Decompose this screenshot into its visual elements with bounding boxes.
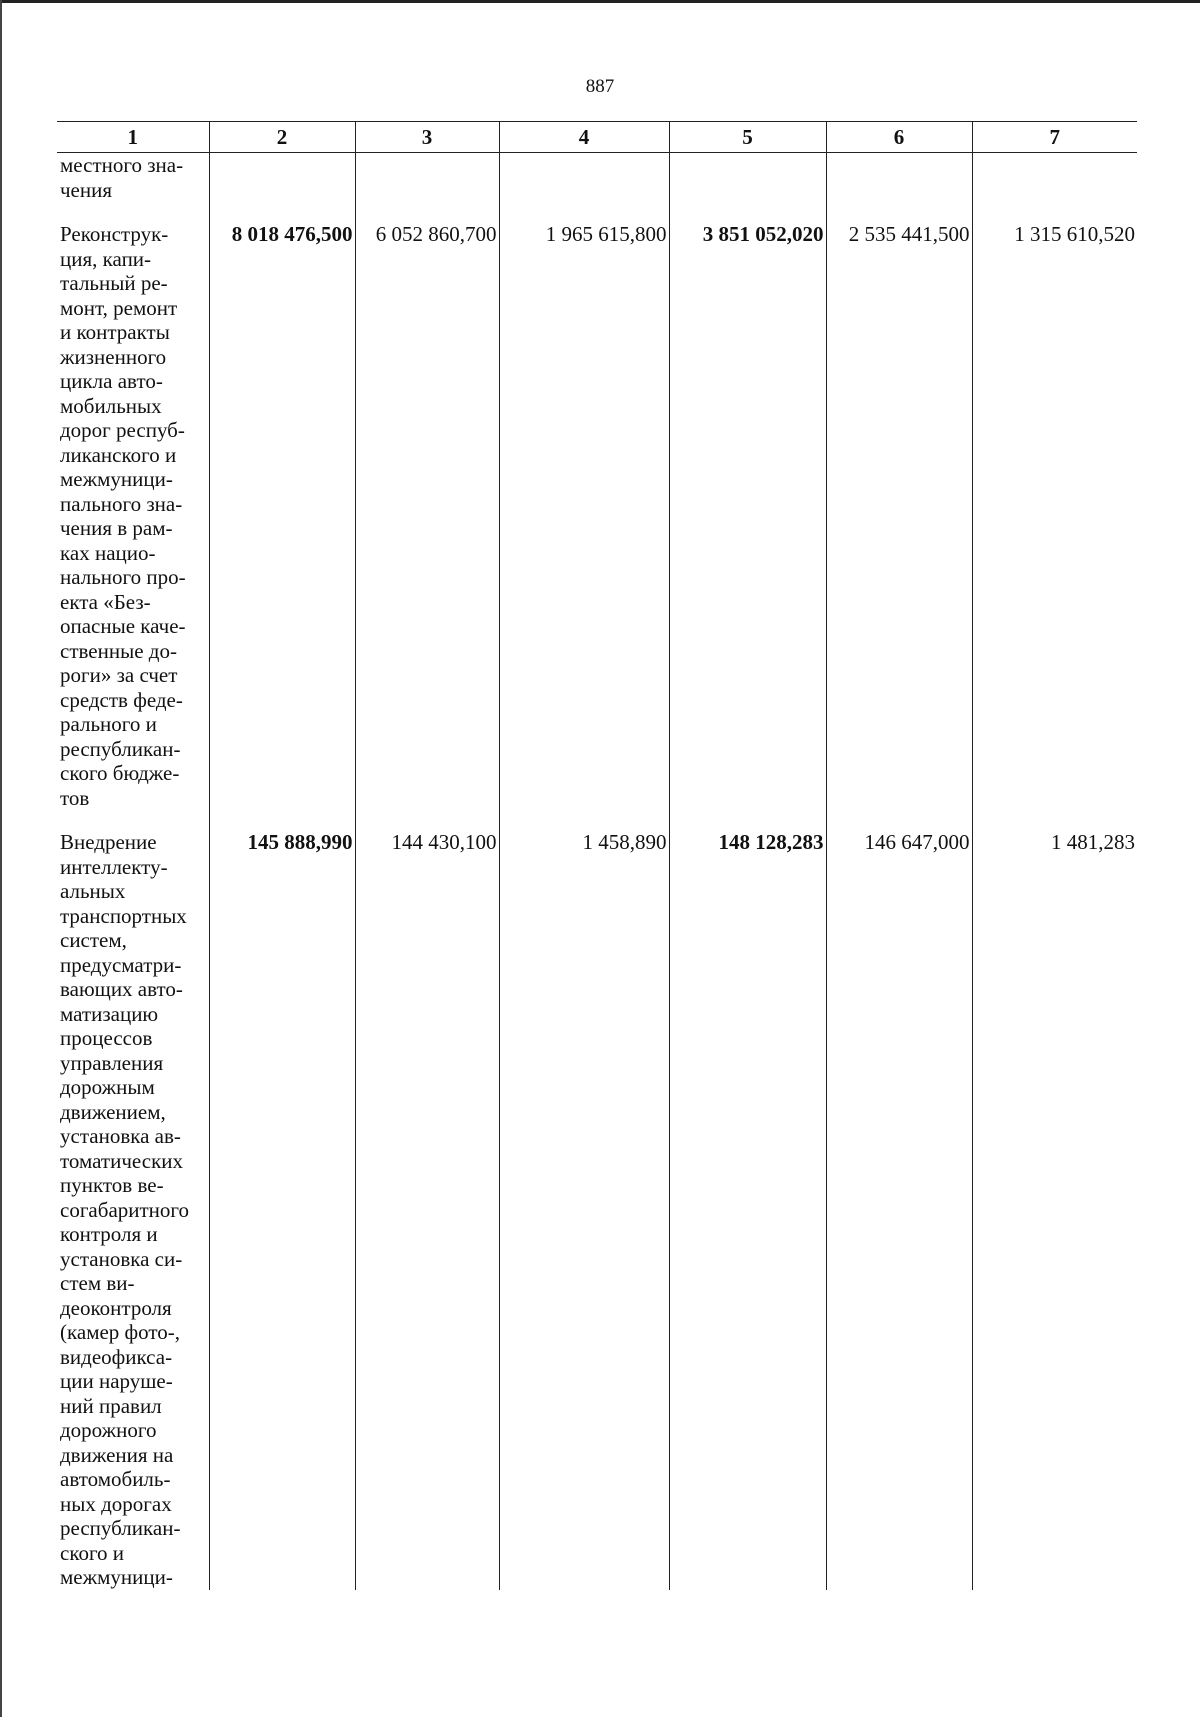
description-line: (камер фото-,: [60, 1320, 181, 1344]
description-line: монт, ремонт: [60, 295, 178, 320]
table-row: [57, 222, 1137, 810]
description-line: матизацию: [60, 1001, 159, 1026]
description-line: ского и: [60, 1540, 125, 1565]
description-line: интеллекту-: [60, 854, 168, 879]
description-line: ция, капи-: [60, 246, 152, 271]
description-line: томатических: [60, 1148, 184, 1173]
description-line: ственные до-: [60, 638, 177, 663]
description-line: Реконструк-: [60, 222, 169, 246]
value-cell: 1 965 615,800: [499, 222, 669, 810]
row-description: [57, 830, 209, 1590]
description-line: установка си-: [60, 1246, 183, 1271]
description-line: вающих авто-: [60, 977, 183, 1001]
total-value: 148 128,283: [669, 830, 826, 1590]
description-line: ликанского и: [60, 442, 177, 467]
total-value: 145 888,990: [209, 830, 355, 1590]
row-spacer: [57, 202, 1137, 222]
description-line: автомобиль-: [60, 1467, 171, 1491]
row-description: [57, 222, 209, 810]
description-line: альных: [60, 879, 126, 903]
description-line: ных дорогах: [60, 1491, 172, 1516]
description-line: рального и: [60, 712, 157, 736]
description-line: дорожным: [60, 1075, 155, 1099]
description-line: екта «Без-: [60, 589, 151, 614]
value-cell: 146 647,000: [826, 830, 972, 1590]
description-line: мобильных: [60, 393, 162, 418]
value-cell: 6 052 860,700: [355, 222, 499, 810]
column-header-3: 3: [355, 122, 499, 153]
description-line: стем ви-: [60, 1271, 135, 1295]
value-cell: 1 481,283: [972, 830, 1137, 1590]
description-line: цикла авто-: [60, 369, 163, 393]
total-value: 3 851 052,020: [669, 222, 826, 810]
description-line: процессов: [60, 1026, 153, 1050]
description-line: средств феде-: [60, 687, 183, 712]
description-line: видеофикса-: [60, 1344, 173, 1369]
column-header-1: 1: [57, 122, 209, 153]
description-line: нального про-: [60, 565, 186, 589]
description-line: ках нацио-: [60, 540, 156, 565]
description-line: ского бюдже-: [60, 761, 180, 785]
continuation-line: местного зна-: [60, 153, 184, 177]
description-line: республикан-: [60, 1516, 181, 1540]
row-spacer: [57, 810, 1137, 830]
continuation-text: [57, 153, 209, 203]
column-header-6: 6: [826, 122, 972, 153]
column-header-7: 7: [972, 122, 1137, 153]
description-line: роги» за счет: [60, 663, 178, 687]
description-line: ний правил: [60, 1393, 162, 1418]
description-line: движения на: [60, 1442, 174, 1467]
description-line: дорожного: [60, 1418, 157, 1442]
budget-table: [57, 121, 1137, 1590]
description-line: движением,: [60, 1099, 166, 1124]
description-line: тов: [60, 785, 90, 810]
description-line: межмуници-: [60, 467, 173, 491]
value-cell: 1 458,890: [499, 830, 669, 1590]
description-line: установка ав-: [60, 1124, 181, 1148]
description-line: согабаритного: [60, 1197, 190, 1222]
description-line: республикан-: [60, 736, 181, 761]
description-line: предусматри-: [60, 952, 182, 977]
description-line: межмуници-: [60, 1565, 173, 1589]
value-cell: 144 430,100: [355, 830, 499, 1590]
page-number: 887: [585, 76, 615, 97]
description-line: и контракты: [60, 320, 170, 344]
description-line: чения в рам-: [60, 516, 173, 540]
column-header-5: 5: [669, 122, 826, 153]
description-line: систем,: [60, 928, 127, 952]
description-line: опасные каче-: [60, 614, 186, 638]
description-line: деоконтроля: [60, 1295, 172, 1320]
description-line: тальный ре-: [60, 271, 168, 295]
total-value: 8 018 476,500: [209, 222, 355, 810]
description-line: управления: [60, 1050, 164, 1075]
table-row-continuation: [57, 153, 1137, 203]
description-line: транспортных: [60, 903, 187, 928]
description-line: пального зна-: [60, 491, 183, 516]
continuation-line: чения: [60, 177, 113, 202]
top-border-line: [0, 0, 1200, 3]
value-cell: 1 315 610,520: [972, 222, 1137, 810]
description-line: Внедрение: [60, 830, 157, 854]
table-header-row: [57, 122, 1137, 153]
value-cell: 2 535 441,500: [826, 222, 972, 810]
description-line: жизненного: [60, 344, 167, 369]
description-line: пунктов ве-: [60, 1173, 164, 1197]
left-border-line: [0, 0, 2, 1717]
column-header-4: 4: [499, 122, 669, 153]
column-header-2: 2: [209, 122, 355, 153]
description-line: ции наруше-: [60, 1369, 173, 1393]
table-row: [57, 830, 1137, 1590]
description-line: дорог респуб-: [60, 418, 185, 442]
description-line: контроля и: [60, 1222, 158, 1246]
